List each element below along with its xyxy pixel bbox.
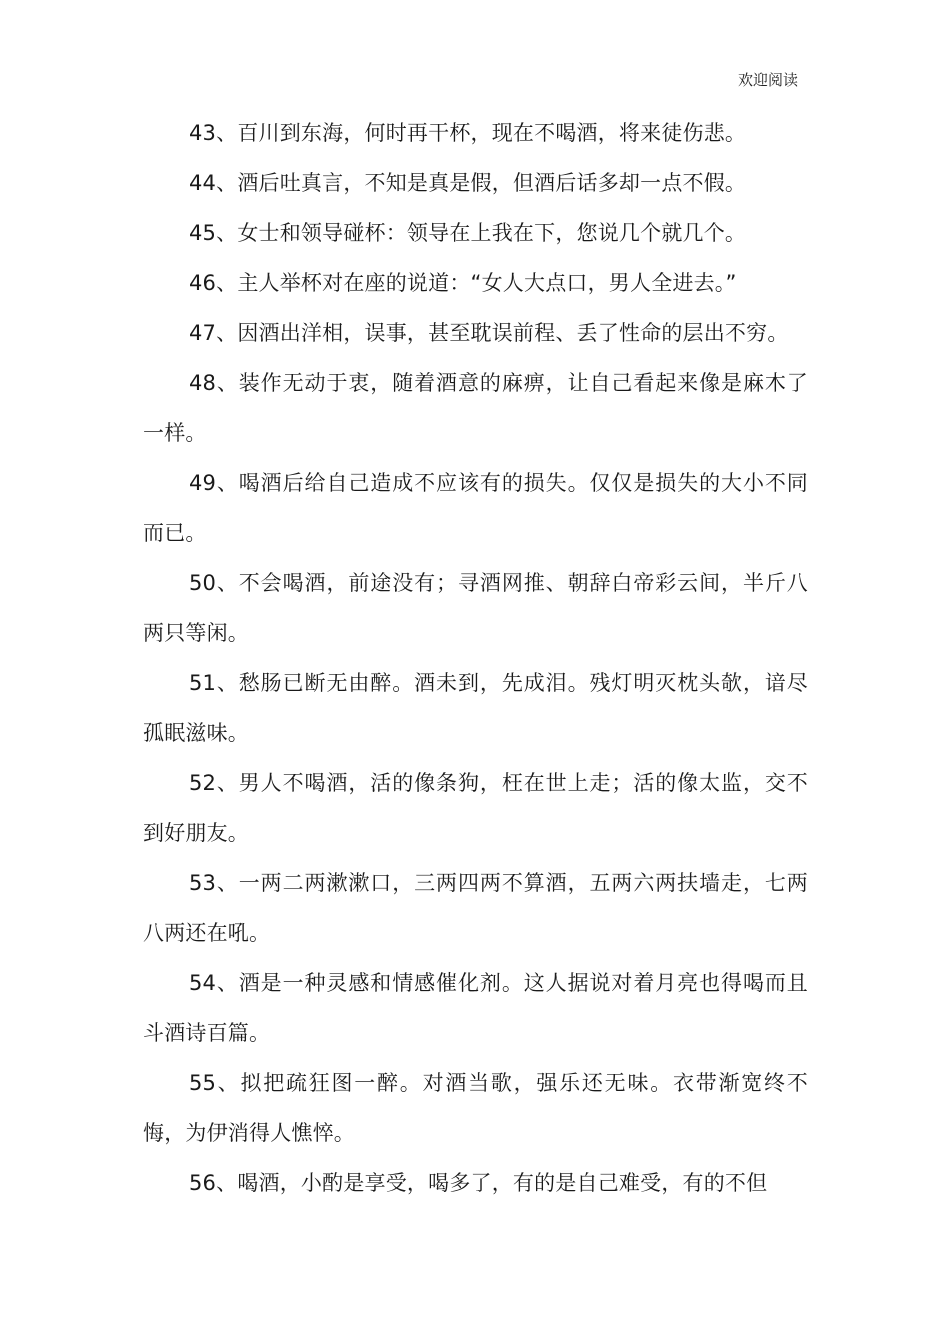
paragraph-53: 53、一两二两漱漱口，三两四两不算酒，五两六两扶墙走，七两八两还在吼。 bbox=[143, 871, 808, 945]
paragraph-44: 44、酒后吐真言，不知是真是假，但酒后话多却一点不假。 bbox=[189, 171, 747, 195]
page-header-label: 欢迎阅读 bbox=[737, 71, 798, 89]
paragraph-51: 51、愁肠已断无由醉。酒未到，先成泪。残灯明灭枕头欹，谙尽孤眠滋味。 bbox=[143, 671, 808, 745]
paragraph-46: 46、主人举杯对在座的说道：“女人大点口，男人全进去。” bbox=[189, 271, 737, 295]
paragraph-49: 49、喝酒后给自己造成不应该有的损失。仅仅是损失的大小不同而已。 bbox=[143, 471, 808, 545]
paragraph-48: 48、装作无动于衷，随着酒意的麻痹，让自己看起来像是麻木了一样。 bbox=[143, 371, 808, 445]
paragraph-55: 55、拟把疏狂图一醉。对酒当歌，强乐还无味。衣带渐宽终不悔，为伊消得人憔悴。 bbox=[143, 1071, 808, 1145]
paragraph-43: 43、百川到东海，何时再干杯，现在不喝酒，将来徒伤悲。 bbox=[189, 121, 747, 145]
document-body bbox=[143, 108, 808, 1208]
paragraph-56: 56、喝酒，小酌是享受，喝多了，有的是自己难受，有的不但 bbox=[189, 1171, 768, 1195]
paragraph-54: 54、酒是一种灵感和情感催化剂。这人据说对着月亮也得喝而且斗酒诗百篇。 bbox=[143, 971, 808, 1045]
paragraph-52: 52、男人不喝酒，活的像条狗，枉在世上走；活的像太监，交不到好朋友。 bbox=[143, 771, 808, 845]
paragraph-50: 50、不会喝酒，前途没有；寻酒网推、朝辞白帝彩云间，半斤八两只等闲。 bbox=[143, 571, 808, 645]
paragraph-47: 47、因酒出洋相，误事，甚至耽误前程、丢了性命的层出不穷。 bbox=[189, 321, 789, 345]
paragraph-45: 45、女士和领导碰杯：领导在上我在下，您说几个就几个。 bbox=[189, 221, 747, 245]
